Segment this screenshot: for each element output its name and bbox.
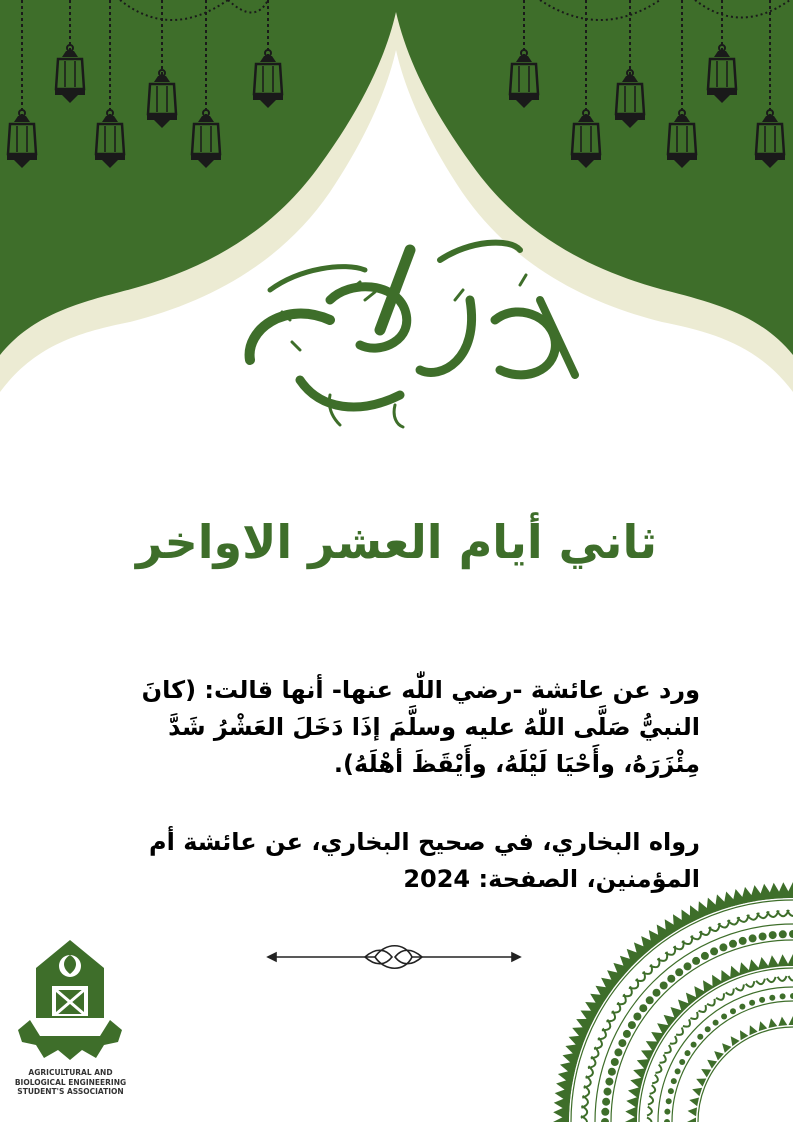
headline: ثاني أيام العشر الاواخر [135, 515, 657, 569]
hadith-line: النبيُّ صَلَّى اللّٰهُ عليه وسلَّمَ إذَا دَخَلَ العَشْرُ شَدَّ [168, 713, 700, 741]
source-line: المؤمنين، الصفحة: 2024 [403, 865, 700, 893]
hadith-line: ورد عن عائشة -رضي اللّٰه عنها- أنها قالت: (كانَ [141, 676, 700, 704]
logo-caption-line: AGRICULTURAL AND [28, 1068, 113, 1077]
hadith-source [95, 824, 700, 898]
logo-caption [8, 1068, 133, 1097]
hadith-text [95, 672, 700, 783]
hadith-line: مِئْزَرَهُ، وأَحْيَا لَيْلَهُ، وأَيْقَظَ أهْلَهُ). [333, 750, 700, 778]
logo-caption-line: STUDENT'S ASSOCIATION [17, 1087, 124, 1096]
source-line: رواه البخاري، في صحيح البخاري، عن عائشة أم [149, 828, 700, 856]
logo-caption-line: BIOLOGICAL ENGINEERING [14, 1077, 127, 1087]
